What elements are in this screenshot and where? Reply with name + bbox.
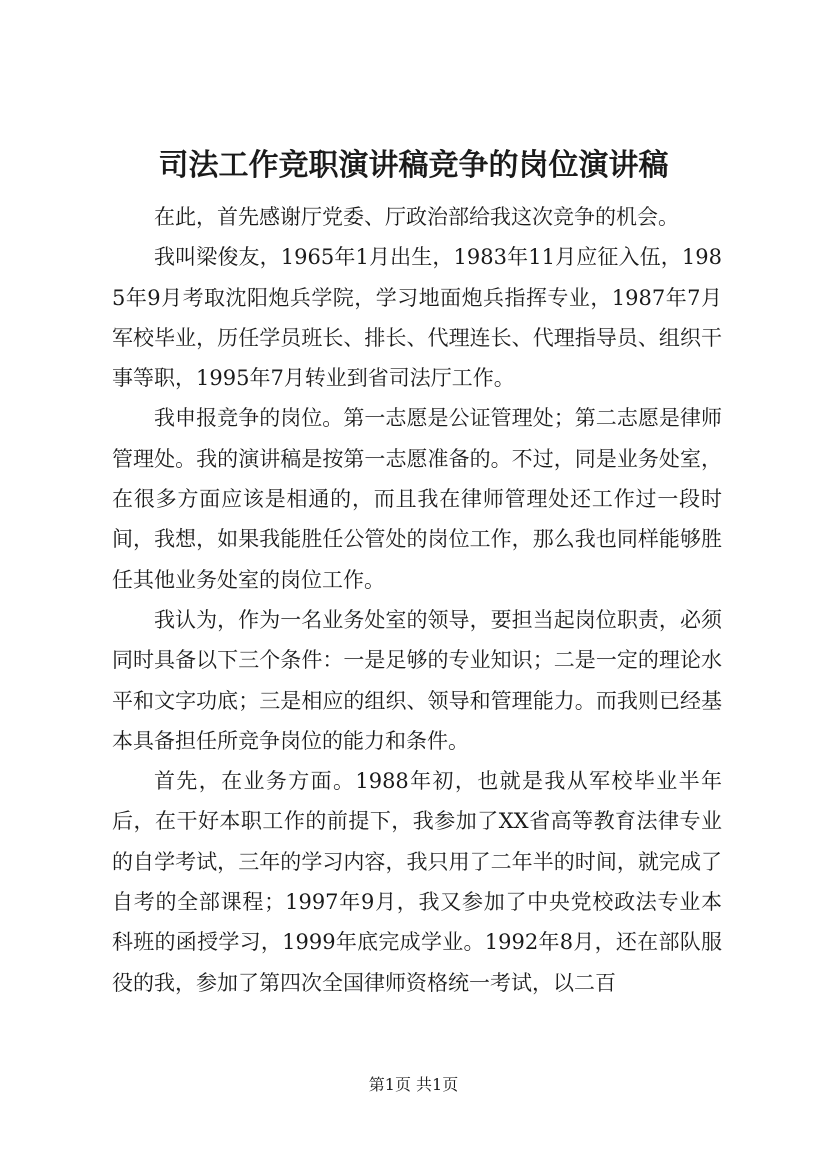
paragraph: 在此，首先感谢厅党委、厅政治部给我这次竞争的机会。 bbox=[154, 205, 679, 229]
paragraph: 我认为，作为一名业务处室的领导，要担当起岗位职责，必须同时具备以下三个条件：一是足够的专业知识；二是一定的理论水平和文字功底；三是相应的组织、领导和管理能力。而我则已经基本具备担任所竞争岗位的能力和条件。 bbox=[112, 607, 722, 753]
paragraph: 我申报竞争的岗位。第一志愿是公证管理处；第二志愿是律师管理处。我的演讲稿是按第一志愿准备的。不过，同是业务处室，在很多方面应该是相通的，而且我在律师管理处还工作过一段时间，我想，如果我能胜任公管处的岗位工作，那么我也同样能够胜任其他业务处室的岗位工作。 bbox=[112, 406, 722, 592]
page-number-footer: 第1页 共1页 bbox=[368, 1075, 459, 1094]
document-body bbox=[112, 197, 722, 1003]
paragraph: 我叫梁俊友，1965年1月出生，1983年11月应征入伍，1985年9月考取沈阳炮兵学院，学习地面炮兵指挥专业，1987年7月军校毕业，历任学员班长、排长、代理连长、代理指导员、组织干事等职，1995年7月转业到省司法厅工作。 bbox=[112, 245, 722, 391]
document-title: 司法工作竞职演讲稿竞争的岗位演讲稿 bbox=[158, 148, 669, 183]
paragraph: 首先，在业务方面。1988年初，也就是我从军校毕业半年后，在干好本职工作的前提下，我参加了XX省高等教育法律专业的自学考试，三年的学习内容，我只用了二年半的时间，就完成了自考的全部课程；1997年9月，我又参加了中央党校政法专业本科班的函授学习，1999年底完成学业。1992年8月，还在部队服役的我，参加了第四次全国律师资格统一考试，以二百 bbox=[112, 769, 722, 995]
